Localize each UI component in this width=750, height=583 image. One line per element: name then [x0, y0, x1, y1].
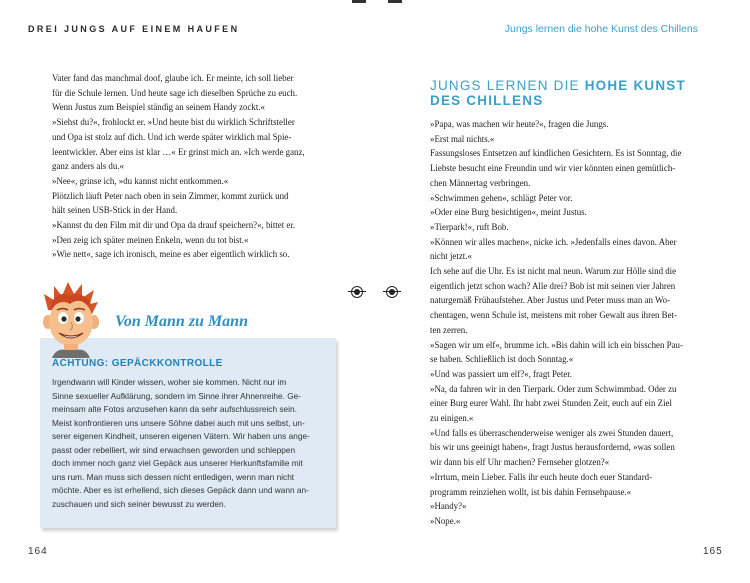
body-line: »Nope.« [430, 515, 461, 526]
body-line: Fassungsloses Entsetzen auf kindlichen Gesichtern. Es ist Sonntag, die [430, 148, 682, 159]
body-line: chen Männertag verbringen. [430, 177, 531, 188]
body-line: ganz anders als du.« [52, 161, 124, 172]
body-line: leentwickler. Aber eins ist klar …« Er grinst mich an. »Ich werde ganz, [52, 146, 305, 157]
callout-box-body [52, 376, 330, 511]
body-line: »Schwimmen gehen«, schlägt Peter vor. [430, 192, 573, 203]
page-number-left: 164 [28, 546, 48, 557]
registration-mark-icon [351, 286, 363, 298]
body-line: »Können wir alles machen«, nicke ich. »Jedenfalls eines davon. Aber [430, 236, 677, 247]
chapter-title-bold: HOHE KUNST [584, 78, 686, 93]
body-line: für die Schule lernen. Und heute sage ich dieselben Sprüche zu euch. [52, 87, 298, 98]
body-line: Liebste besucht eine Freundin und wir vier könnten einen gemütlich- [430, 163, 676, 174]
body-line: wir dann bis elf Uhr machen? Fernseher glotzen?« [430, 457, 610, 468]
body-line: »Den zeig ich später meinen Enkeln, wenn du tot bist.« [52, 234, 249, 245]
box-line: uns rum. Man muss sich dessen nicht entledigen, wenn man nicht [52, 471, 295, 482]
chapter-title [430, 78, 720, 108]
body-line: »Irrtum, mein Lieber. Falls ihr euch heute doch euer Standard- [430, 471, 653, 482]
body-line: und Opa ist stolz auf dich. Und ich werde später wirklich mal Spie- [52, 131, 292, 142]
chapter-title-light: JUNGS LERNEN DIE [430, 78, 585, 93]
body-line: »Papa, was machen wir heute?«, fragen die Jungs. [430, 119, 609, 129]
body-line: »Nee«, grinse ich, »du kannst nicht entkommen.« [52, 175, 229, 186]
body-line: naturgemäß Frühaufsteher. Aber Justus und Peter muss man an Wo- [430, 295, 671, 306]
cartoon-boy-head-icon [40, 280, 102, 358]
running-header-left: DREI JUNGS AUF EINEM HAUFEN [28, 24, 240, 34]
body-line: ten zerren. [430, 324, 468, 335]
body-line: Plötzlich läuft Peter nach oben in sein Zimmer, kommt zurück und [52, 190, 289, 201]
body-line: »Kannst du den Film mit dir und Opa da drauf speichern?«, bittet er. [52, 220, 296, 231]
body-line: einer Burg eurer Wahl. Ihr habt zwei Stunden Zeit, euch auf ein Ziel [430, 398, 672, 409]
crop-mark-left [352, 0, 366, 3]
box-line: möchte. Aber es ist erhellend, sich dieses Gepäck dann und wann an- [52, 485, 309, 495]
body-line: »Siehst du?«, frohlockt er. »Und heute bist du wirklich Schriftsteller [52, 117, 295, 128]
body-line: »Handy?« [430, 501, 467, 512]
box-line: serer eigenen Kindheit, unseren eigenen Vätern. Wir haben uns ange- [52, 431, 310, 441]
crop-mark-right [388, 0, 402, 3]
body-line: eigentlich jetzt schon wach? Alle drei? Bob ist mit seinen vier Jahren [430, 280, 676, 291]
body-line: zu einigen.« [430, 413, 474, 424]
callout-box-title: ACHTUNG: GEPÄCKKONTROLLE [52, 358, 223, 369]
registration-mark-icon [386, 286, 398, 298]
box-line: zuschauen und sich seiner bewusst zu werden. [52, 498, 226, 509]
body-line: Wenn Justus zum Beispiel ständig an seinem Handy zockt.« [52, 102, 265, 113]
body-line: »Erst mal nichts.« [430, 133, 495, 144]
box-line: Meist konfrontieren uns unsere Söhne dabei auch mit uns selbst, un- [52, 417, 305, 428]
body-line: »Und was passiert um elf?«, fragt Peter. [430, 368, 572, 379]
body-line: Ich sehe auf die Uhr. Es ist nicht mal neun. Warum zur Hölle sind die [430, 266, 677, 277]
box-line: Irgendwann will Kinder wissen, woher sie kommen. Nicht nur im [52, 377, 287, 387]
body-line: »Sagen wir um elf«, brumme ich. »Bis dahin will ich ein bisschen Pau- [430, 339, 683, 350]
box-line: passt oder rebelliert, wir sind erwachsen geworden und schleppen [52, 444, 296, 455]
body-line: bis wir uns geeinigt haben«, fragt Justus herausfordernd, »was sollen [430, 442, 675, 453]
callout-heading: Von Mann zu Mann [115, 313, 248, 330]
body-line: »Tierpark!«, ruft Bob. [430, 221, 509, 232]
box-line: meinsam alte Fotos anzusehen kann da sehr aufschlussreich sein. [52, 404, 297, 414]
right-page-body [430, 117, 698, 529]
body-line: hält seinen USB-Stick in der Hand. [52, 205, 178, 216]
body-line: nicht jetzt.« [430, 251, 472, 262]
body-line: »Wie nett«, sage ich ironisch, meine es aber eigentlich wirklich so. [52, 249, 290, 260]
body-line: »Na, da fahren wir in den Tierpark. Oder zum Schwimmbad. Oder zu [430, 383, 677, 394]
body-line: »Oder eine Burg besichtigen«, meint Justus. [430, 207, 587, 218]
box-line: Sinne sexueller Aufklärung, sondern im Sinne ihrer Ahnenreihe. Ge- [52, 390, 302, 401]
body-line: se haben. Schließlich ist doch Sonntag.« [430, 354, 574, 365]
chapter-title-line2: DES CHILLENS [430, 93, 544, 108]
running-header-right: Jungs lernen die hohe Kunst des Chillens [504, 23, 698, 35]
page-number-right: 165 [703, 546, 723, 557]
left-page-body [52, 71, 334, 262]
box-line: doch immer noch ganz viel Gepäck aus unserer Herkunftsfamilie mit [52, 458, 303, 468]
body-line: »Und falls es überraschenderweise weniger als zwei Stunden dauert, [430, 427, 674, 438]
body-line: programm reinziehen wollt, ist bis dahin Fernsehpause.« [430, 486, 632, 497]
body-line: chentagen, wenn Schule ist, meistens mit roher Gewalt aus ihren Bet- [430, 310, 677, 321]
body-line: Vater fand das manchmal doof, glaube ich. Er meinte, ich soll lieber [52, 73, 294, 83]
